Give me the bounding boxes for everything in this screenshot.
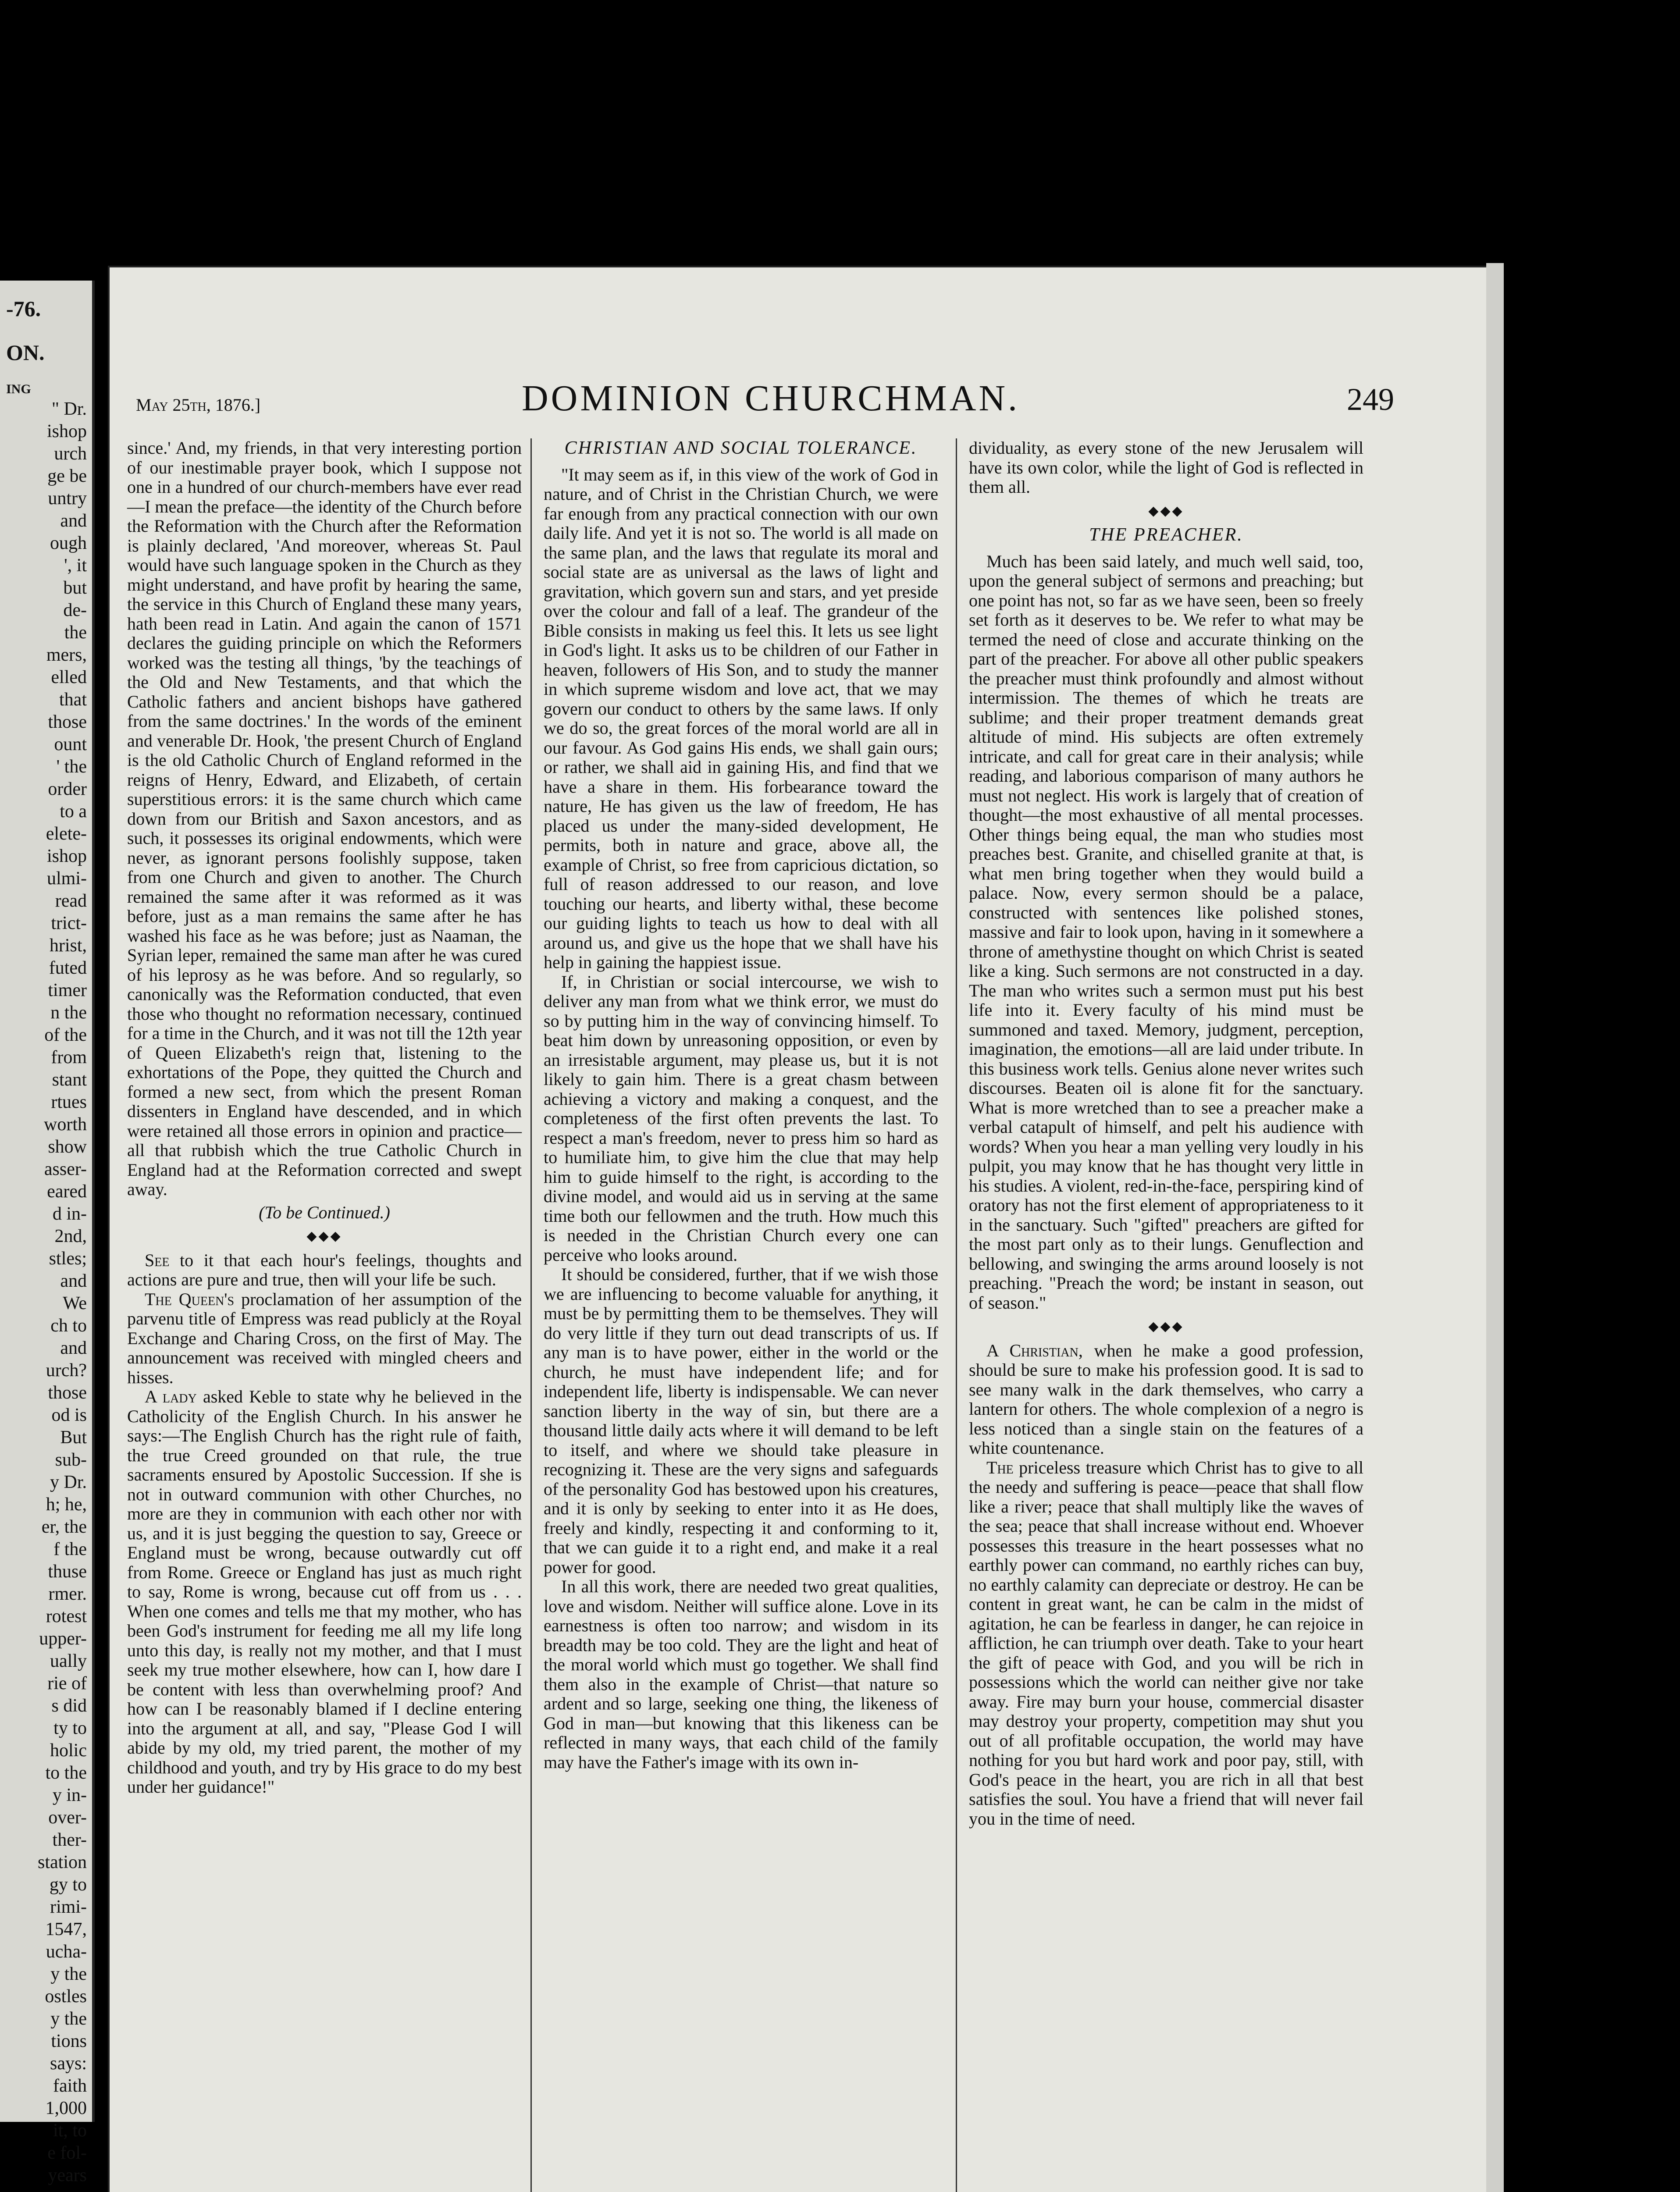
edge-text-line: elete- (46, 824, 87, 844)
edge-text-line: od is (51, 1405, 87, 1425)
edge-text-line: says: (50, 2053, 87, 2074)
edge-text-line: e fol- (47, 2143, 87, 2163)
edge-text-line: to a (60, 801, 87, 822)
edge-text-line: timer (48, 980, 87, 1000)
edge-text-line: urch? (46, 1360, 87, 1381)
edge-text-line: and (60, 1338, 87, 1358)
paragraph (127, 1290, 522, 1388)
lead-word: The Queen's (145, 1289, 235, 1309)
edge-text-line: ucha- (46, 1942, 87, 1962)
column-1 (127, 438, 522, 1797)
edge-text-line: urch (54, 444, 87, 464)
issue-date: May 25th, 1876.] (136, 395, 261, 415)
edge-text-line: " Dr. (51, 399, 87, 419)
paragraph-text: proclamation of her assumption of the parvenu title of Empress was read publicly at the Royal Exchange and Charing Cross, on the first of May. The announcement was received with mingled cheers and hisses. (127, 1289, 522, 1387)
edge-heading: -76. (6, 296, 41, 321)
edge-text-line: worth (44, 1114, 87, 1135)
edge-text-line: stles; (49, 1249, 87, 1269)
page-number: 249 (1347, 382, 1394, 417)
edge-text-line: h; he, (46, 1495, 87, 1515)
paragraph (127, 1251, 522, 1290)
column-rule (956, 438, 957, 2192)
paragraph (969, 1341, 1363, 1458)
paragraph: It should be considered, further, that if we wish those we are influencing to become valuable for anything, it must be by permitting them to be themselves. They will do very little if they turn out dead transcripts of us. If any man is to have power, either in the world or the church, he must have independent life; and for independent life, liberty is indispensable. We can never sanction liberty in the way of sin, but there are a thousand little daily acts where it will demand to be left to itself, and where we should take pleasure in recognizing it. These are the very signs and safeguards of the personality God has bestowed upon his creatures, and it is only by seeking to enter into it as He does, freely and kindly, respecting it and conforming to it, that we can guide it to a right end, and make it a real power for good. (544, 1264, 938, 1577)
article-heading: CHRISTIAN AND SOCIAL TOLERANCE. (564, 438, 918, 458)
edge-text-line: futed (49, 958, 87, 978)
edge-text-line: and (60, 511, 87, 531)
edge-text-line: that (59, 690, 87, 710)
divider-ornament: ◆◆◆ (306, 1229, 342, 1243)
edge-text-line: rie of (47, 1673, 87, 1694)
edge-text-line: elled (51, 667, 87, 687)
column-3 (969, 438, 1363, 1829)
edge-text-line: rimi- (50, 1897, 87, 1917)
edge-text-line: rotest (46, 1606, 87, 1626)
edge-text-line: rtues (51, 1092, 87, 1112)
edge-text-line: to the (45, 1763, 87, 1783)
edge-text-line: over- (48, 1808, 87, 1828)
article-heading: THE PREACHER. (1089, 525, 1243, 545)
edge-text-line: y Dr. (50, 1472, 87, 1492)
edge-text-line: show (48, 1137, 87, 1157)
edge-text-line: faith (53, 2076, 87, 2096)
paragraph: In all this work, there are needed two great qualities, love and wisdom. Neither will suffice alone. Love in its earnestness is often too narrow; and wisdom in its breadth may be too cold. They are the light and heat of the moral world which must go together. We shall find them also in the example of Christ—that nature so ardent and so large, seeking one thing, the likeness of God in man—but knowing that this likeness can be reflected in many ways, that each child of the family may have the Father's image with its own in- (544, 1576, 938, 1772)
edge-text-line: thuse (48, 1562, 87, 1582)
edge-text-line: mers, (46, 645, 87, 665)
edge-lines (0, 398, 92, 2187)
edge-text-line: the (64, 623, 87, 643)
edge-text-line: ount (54, 734, 87, 754)
continued-note: (To be Continued.) (259, 1202, 390, 1222)
divider-ornament: ◆◆◆ (1148, 503, 1184, 518)
column-rule (530, 438, 532, 2192)
edge-text-line: ge be (47, 466, 87, 486)
adjacent-page-edge (0, 281, 95, 2185)
edge-text-line: ' the (56, 757, 87, 777)
edge-text-line: ulmi- (47, 868, 87, 889)
edge-text-line: n the (50, 1003, 87, 1023)
edge-text-line: trict- (51, 913, 87, 933)
paragraph-text: when he make a good profession, should be sure to make his profession good. It is sad to see many walk in the dark themselves, who carry a lantern for others. The whole complexion of a negro is less noticed than a single stain on the features of a white countenance. (969, 1340, 1363, 1458)
edge-text-line: s did (51, 1696, 87, 1716)
paragraph (127, 1387, 522, 1797)
edge-text-line: asser- (44, 1159, 87, 1179)
edge-text-line: read (55, 891, 87, 911)
edge-heading-2: ON. (6, 340, 45, 365)
lead-word: The (986, 1457, 1014, 1477)
paragraph: "It may seem as if, in this view of the work of God in nature, and of Christ in the Christian Church, we were far enough from any practical connection with our own daily life. And yet it is not so. The world is all made on the same plan, and the laws that regulate its moral and social state are as universal as the laws of light and gravitation, which govern sun and stars, and yet preside over the colour and fall of a leaf. The grandeur of the Bible consists in making us feel this. It lets us see light in God's light. It asks us to be children of our Father in heaven, followers of His Son, and to study the manner in which supreme wisdom and love act, that we may govern our conduct to others by the same laws. If only we do so, the great forces of the moral world are all in our favour. As God gains His ends, we shall gain ours; or rather, we shall aid in gaining His, and find that we have a share in them. His forbearance toward the nature, He has given us the law of freedom, He has placed us under the many-sided development, He permits, both in nature and grace, above all, the example of Christ, so free from capricious dictation, so full of reason addressed to our reason, and love touching our hearts, and liberty withal, these become our guiding lights to teach us how to deal with all around us, and give us the hope that we shall have his help in gaining the happiest issue. (544, 464, 938, 972)
edge-text-line: and (60, 1271, 87, 1291)
paragraph: dividuality, as every stone of the new Jerusalem will have its own color, while the light of God is reflected in them all. (969, 438, 1363, 497)
edge-text-line: ', it (64, 555, 87, 576)
edge-text-line: But (60, 1427, 87, 1448)
edge-text-line: y the (50, 2009, 87, 2029)
edge-text-line: from (51, 1047, 87, 1068)
edge-text-line: de- (63, 600, 87, 620)
edge-text-line: f the (53, 1539, 87, 1559)
edge-text-line: y the (50, 1964, 87, 1984)
edge-text-line: of the (44, 1025, 87, 1045)
lead-word: A Christian, (986, 1340, 1083, 1360)
edge-text-line: untry (48, 488, 87, 509)
paragraph-text: priceless treasure which Christ has to give to all the needy and suffering is peace—peace that shall flow like a river; peace that shall multiply like the waves of the sea; peace that shall increase without end. Whoever possesses this treasure in the heart possesses what no earthly power can command, no earthly riches can buy, no earthly calamity can depreciate or destroy. He can be content in great want, he can be calm in the midst of agitation, he can be fearless in danger, he can rejoice in affliction, he can triumph over death. Take to your heart the gift of peace with God, and you will be rich in possessions which the world can neither give nor take away. Fire may burn your house, commercial disaster may destroy your property, competition may shut you out of all profitable occupation, the world may have nothing for you but hard work and poor pay, still, with God's peace in the heart, you are rich in all that best satisfies the soul. You have a friend that will never fail you in the time of need. (969, 1457, 1363, 1829)
edge-text-line: er, the (41, 1517, 87, 1537)
edge-text-line: d in- (52, 1204, 87, 1224)
edge-text-line: but (63, 578, 87, 598)
paragraph: Much has been said lately, and much well said, too, upon the general subject of sermons and preaching; but one point has not, so far as we have seen, been so freely set forth as it deserves to be. We refer to what may be termed the need of close and accurate thinking on the part of the preacher. For above all other public speakers the preacher must think profoundly and almost without intermission. The themes of which he treats are sublime; and their proper treatment demands great altitude of mind. His subjects are often extremely intricate, and call for great care in their analysis; while reading, and laborious comparison of many authors he must not neglect. His work is largely that of creation of thought—the most exhaustive of all mental processes. Other things being equal, the man who studies most preaches best. Granite, and chiselled granite at that, is what men bring together when they would build a palace. Now, every sermon should be a palace, constructed with sentences like polished stones, massive and fair to look upon, having in it somewhere a throne of amethystine thought on which Christ is seated like a king. Such sermons are not constructed in a day. The man who writes such a sermon must put his best life into it. Every faculty of his mind must be summoned and taxed. Memory, judgment, perception, imagination, the emotions—all are laid under tribute. In this business work tells. Genius alone never writes such discourses. Beaten oil is alone fit for the sanctuary. What is more wretched than to see a preacher make a verbal catapult of himself, and pelt his audience with words? When you hear a man yelling very loudly in his pulpit, you may know that he has thought very little in his studies. A violent, red-in-the-face, perspiring kind of oratory has not the first element of appropriateness to it in the sanctuary. Such "gifted" preachers are gifted for the most part only as to their lungs. Genuflection and bellowing, and swinging the arms around loosely is not preaching. "Preach the word; be instant in season, out of season." (969, 551, 1363, 1313)
edge-text-line: sub- (55, 1450, 87, 1470)
edge-text-line: those (48, 712, 87, 732)
edge-text-line: order (48, 779, 87, 799)
edge-text-line: it, to (53, 2121, 87, 2141)
edge-text-line: ch to (50, 1316, 87, 1336)
edge-text-line: those (48, 1383, 87, 1403)
paragraph (969, 1458, 1363, 1829)
edge-text-line: rmer. (48, 1584, 87, 1604)
edge-text-line: 1,000 (45, 2098, 87, 2118)
page-edge (1486, 263, 1504, 2192)
publication-title: DOMINION CHURCHMAN. (522, 378, 1020, 419)
edge-text-line: hrist, (49, 936, 87, 956)
edge-text-line: years (48, 2165, 87, 2185)
edge-text-line: ually (50, 1651, 87, 1671)
edge-text-line: stant (52, 1070, 87, 1090)
edge-text-line: ostles (45, 1986, 87, 2007)
edge-text-line: gy to (49, 1875, 87, 1895)
edge-text-line: ther- (52, 1830, 87, 1850)
paragraph-text: asked Keble to state why he believed in the Catholicity of the English Church. In his answer he says:—The English Church has the right rule of faith, the true Creed grounded on that rule, the true sacraments ensured by Apostolic Succession. If she is not in outward communion with other Churches, no more are they in communion with each other nor with us, and it is just begging the question to say, Greece or England must be wrong, because outwardly cut off from Rome. Greece or England has just as much right to say, Rome is wrong, because cut off from us . . . When one comes and tells me that my mother, who has been God's instrument for feeding me all my life long unto this day, is really not my mother, and that I must seek my true mother elsewhere, how can I, how dare I be content with less than overwhelming proof? And how can I be reasonably blamed if I decline entering into the argument at all, and say, "Please God I will abide by my old, my tried parent, the mother of my childhood and youth, and try by His grace to do my best under her guidance!" (127, 1387, 522, 1797)
edge-text-line: y in- (52, 1785, 87, 1805)
edge-text-line: ough (50, 533, 87, 553)
lead-word: See (145, 1250, 170, 1270)
edge-text-line: station (38, 1852, 87, 1872)
newspaper-page (110, 267, 1486, 2192)
edge-text-line: upper- (39, 1629, 87, 1649)
edge-text-line: ishop (46, 846, 87, 866)
edge-text-line: eared (47, 1181, 87, 1202)
paragraph-text: to it that each hour's feelings, thoughts and actions are pure and true, then will your life be such. (127, 1250, 522, 1289)
edge-text-line: 1547, (45, 1919, 87, 1939)
column-2 (544, 438, 938, 1772)
edge-text-line: ty to (53, 1718, 87, 1738)
edge-text-line: 2nd, (54, 1226, 87, 1246)
article-text: since.' And, my friends, in that very interesting portion of our inestimable prayer book, which I suppose not one in a hundred of our church-members have ever read—I mean the preface—the identity of the Church before the Reformation with the Church after the Reformation is plainly declared, 'And moreover, whereas St. Paul would have such language spoken in the Church as they might understand, and have profit by hearing the same, the service in this Church of England these many years, hath been read in Latin. And again the canon of 1571 declares the guiding principle on which the Reformers worked was the testing all things, 'by the teachings of the Old and New Testaments, and that which the Catholic fathers and ancient bishops have gathered from the same doctrines.' In the words of the eminent and venerable Dr. Hook, 'the present Church of England is the old Catholic Church of England reformed in the reigns of Henry, Edward, and Elizabeth, of certain superstitious errors: it is the same church which came down from our British and Saxon ancestors, and as such, it possesses its original endowments, which were never, as ignorant persons foolishly suppose, taken from one Church and given to another. The Church remained the same after it was reformed as it was before, just as a man remains the same after he has washed his face as he was before; just as Naaman, the Syrian leper, remained the same man after he was cured of his leprosy as he was before. And so regularly, so canonically was the Reformation conducted, that even those who thought no reformation necessary, continued for a time in the Church, and it was not till the 12th year of Queen Elizabeth's reign that, listening to the exhortations of the Pope, they quitted the Church and formed a new sect, from which the present Roman dissenters in England have descended, and in which were retained all those errors in opinion and practice—all that rubbish which the true Catholic Church in England had at the Reformation corrected and swept away. (127, 438, 522, 1199)
edge-text-line: tions (51, 2031, 87, 2051)
lead-word: A lady (145, 1387, 197, 1406)
edge-text-line: holic (50, 1740, 87, 1761)
edge-text-line: ishop (46, 421, 87, 441)
divider-ornament: ◆◆◆ (1148, 1319, 1184, 1334)
edge-heading-3: ING (6, 382, 31, 396)
edge-text-line: We (63, 1293, 87, 1313)
masthead (127, 377, 1469, 425)
paragraph: If, in Christian or social intercourse, we wish to deliver any man from what we think error, we must do so by putting him in the way of convincing himself. To beat him down by unreasoning opposition, or even by an irresistable argument, may please us, but it is not likely to gain him. There is a great chasm between achieving a victory and making a conquest, and the completeness of the first often prevents the last. To respect a man's freedom, never to press him so hard as to humiliate him, to give him the clue that may help him to guide himself to the right, is according to the divine model, and would aid us in serving at the same time both our fellowmen and the truth. How much this is needed in the Christian Church every one can perceive who looks around. (544, 971, 938, 1265)
